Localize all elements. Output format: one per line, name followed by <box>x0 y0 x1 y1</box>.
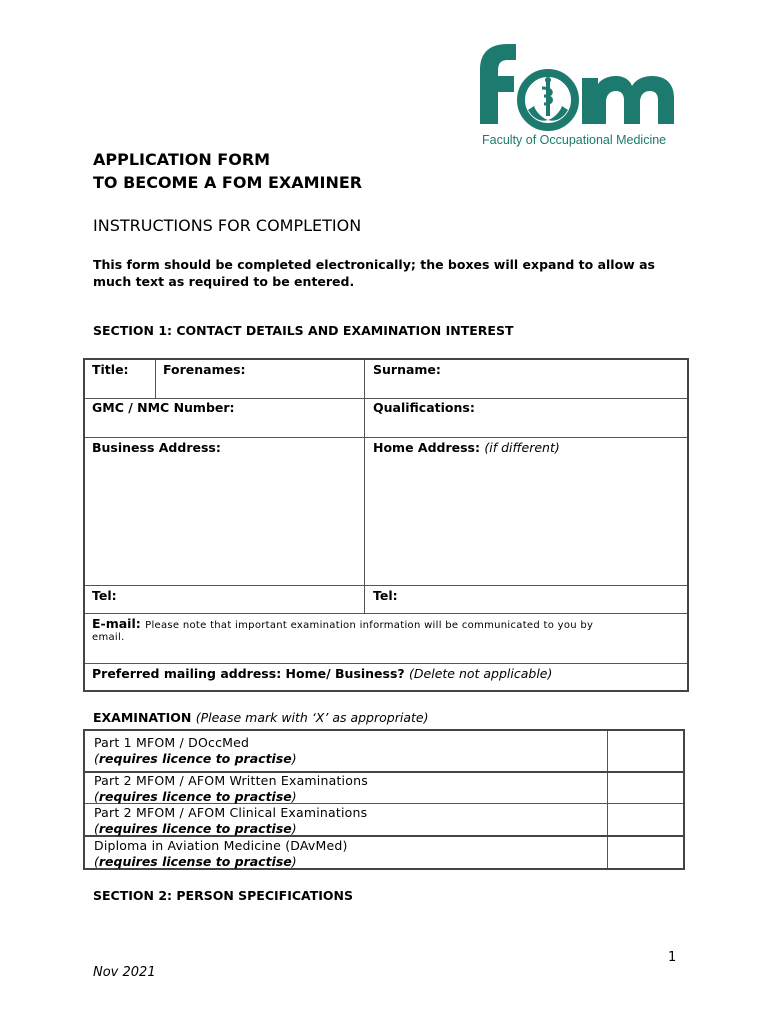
form-title-line2: TO BECOME A FOM EXAMINER <box>93 173 363 192</box>
forenames-field[interactable]: Forenames: <box>163 362 246 377</box>
page-number: 1 <box>668 950 677 965</box>
preferred-mailing-note: (Delete not applicable) <box>409 666 553 681</box>
business-tel-field[interactable]: Tel: <box>92 588 117 603</box>
examination-heading-label: EXAMINATION <box>93 710 192 725</box>
form-title <box>93 148 362 194</box>
section1-heading: SECTION 1: CONTACT DETAILS AND EXAMINATION INTEREST <box>93 323 514 338</box>
business-address-field[interactable]: Business Address: <box>92 440 221 455</box>
surname-field[interactable]: Surname: <box>373 362 441 377</box>
exam-row-davmed <box>85 838 683 870</box>
exam-mark-box-part2-clinical[interactable] <box>608 804 684 835</box>
email-note: Please note that important examination information will be communicated to you by <box>145 620 594 631</box>
email-label: E-mail: <box>92 616 141 631</box>
preferred-mailing-label: Preferred mailing address: Home/ Business? <box>92 666 405 681</box>
fom-logo <box>472 40 682 152</box>
examination-table <box>83 729 685 870</box>
exam-row-part2-written <box>85 773 683 805</box>
email-field[interactable] <box>92 616 593 631</box>
footer-date: Nov 2021 <box>93 965 156 980</box>
home-address-field[interactable] <box>373 440 560 455</box>
form-title-line1: APPLICATION FORM <box>93 150 271 169</box>
section2-heading: SECTION 2: PERSON SPECIFICATIONS <box>93 888 354 903</box>
exam-requirement: (requires license to practise) <box>94 854 297 869</box>
examination-heading <box>93 710 428 725</box>
exam-row-part2-clinical <box>85 805 683 837</box>
contact-details-table <box>83 358 689 692</box>
exam-requirement: (requires licence to practise) <box>94 789 297 804</box>
preferred-mailing-field[interactable] <box>92 666 552 681</box>
exam-requirement: (requires licence to practise) <box>94 821 297 836</box>
gmc-nmc-number-field[interactable]: GMC / NMC Number: <box>92 400 235 415</box>
examination-heading-note: (Please mark with ‘X’ as appropriate) <box>195 710 429 725</box>
exam-mark-box-davmed[interactable] <box>608 837 684 868</box>
exam-mark-box-part1[interactable] <box>608 731 684 771</box>
exam-name: Part 1 MFOM / DOccMed <box>94 735 250 750</box>
home-address-note: (if different) <box>484 440 560 455</box>
exam-row-part1 <box>85 735 683 767</box>
logo-caption: Faculty of Occupational Medicine <box>482 133 667 147</box>
home-tel-field[interactable]: Tel: <box>373 588 398 603</box>
home-address-label: Home Address: <box>373 440 480 455</box>
exam-requirement: (requires licence to practise) <box>94 751 297 766</box>
exam-name: Diploma in Aviation Medicine (DAvMed) <box>94 838 348 853</box>
exam-name: Part 2 MFOM / AFOM Clinical Examinations <box>94 805 368 820</box>
qualifications-field[interactable]: Qualifications: <box>373 400 475 415</box>
exam-mark-box-part2-written[interactable] <box>608 773 684 803</box>
fom-logo-mark <box>472 40 682 132</box>
title-field[interactable]: Title: <box>92 362 129 377</box>
email-note-line2: email. <box>92 632 125 643</box>
instructions-note: This form should be completed electronically; the boxes will expand to allow as much text as required to be entered. <box>93 257 655 289</box>
exam-name: Part 2 MFOM / AFOM Written Examinations <box>94 773 368 788</box>
instructions-heading: INSTRUCTIONS FOR COMPLETION <box>93 216 362 235</box>
